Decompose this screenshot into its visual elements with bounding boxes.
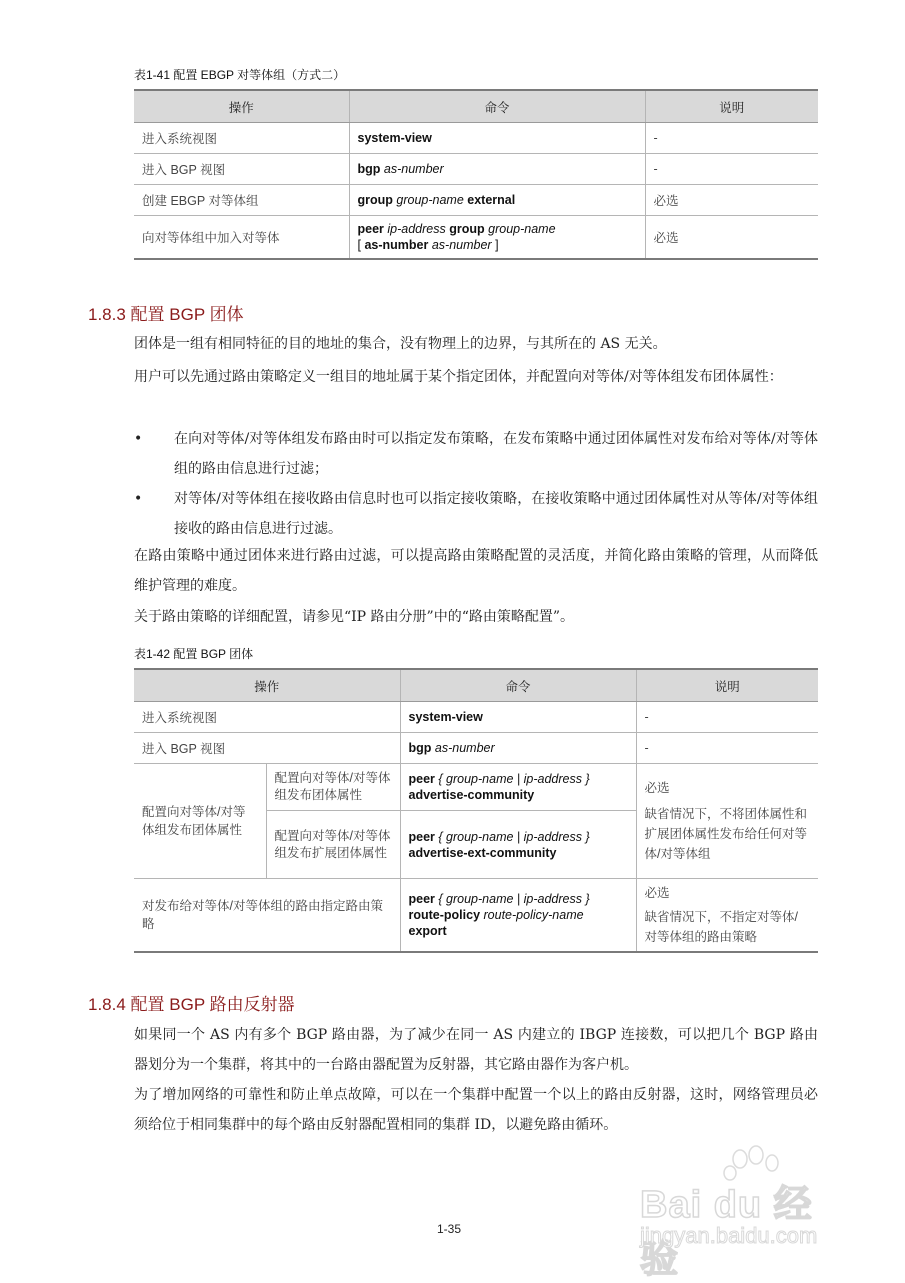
bullet-text: 在向对等体/对等体组发布路由时可以指定发布策略，在发布策略中通过团体属性对发布给对等体/对等体组的路由信息进行过滤； <box>174 431 818 477</box>
op-cell: 创建 EBGP 对等体组 <box>134 185 349 216</box>
table-row <box>134 702 818 733</box>
page-number: 1-35 <box>437 1222 462 1236</box>
table-row <box>134 123 818 154</box>
cmd-keyword: bgp <box>408 741 435 755</box>
note-default: 缺省情况下，不将团体属性和扩展团体属性发布给任何对等体/对等体组 <box>644 807 808 861</box>
cmd-param: ip-address <box>387 221 450 236</box>
cmd-keyword: advertise-ext-community <box>408 845 557 860</box>
cmd-keyword: group <box>449 221 489 236</box>
table-caption-1-41: 表1-41 配置 EBGP 对等体组（方式二） <box>134 68 346 82</box>
header-operation: 操作 <box>134 90 349 123</box>
cmd-cell <box>400 811 636 879</box>
paragraph: 如果同一个 AS 内有多个 BGP 路由器，为了减少在同一 AS 内建立的 IBGP 连接数，可以把几个 BGP 路由器划分为一个集群，将其中的一台路由器配置为反射器，其它路由器作为客户机。 <box>134 1027 818 1073</box>
note-cell: 必选 <box>645 216 818 259</box>
cmd-keyword: external <box>467 193 516 207</box>
cmd-param: { group-name | ip-address } <box>434 892 590 906</box>
cmd-keyword: peer <box>408 892 435 906</box>
note-cell: 必选 <box>645 185 818 216</box>
cmd-keyword: group <box>357 193 397 207</box>
op-cell: 配置向对等体/对等体组发布团体属性 <box>134 764 266 879</box>
op-cell: 进入 BGP 视图 <box>134 154 349 185</box>
cmd-keyword: as-number <box>364 237 432 252</box>
bullet-text: 对等体/对等体组在接收路由信息时也可以指定接收策略，在接收策略中通过团体属性对从等体/对等体组接收的路由信息进行过滤。 <box>174 491 818 537</box>
header-command: 命令 <box>400 669 636 702</box>
bullet-item <box>134 484 818 544</box>
sub-op-cell: 配置向对等体/对等体组发布团体属性 <box>266 764 400 811</box>
cmd-cell <box>400 733 636 764</box>
sub-op-cell: 配置向对等体/对等体组发布扩展团体属性 <box>266 811 400 879</box>
op-cell: 进入系统视图 <box>134 123 349 154</box>
note-required: 必选 <box>644 781 670 795</box>
cmd-param: as-number <box>431 237 492 252</box>
cmd-cell <box>349 154 645 185</box>
note-default: 缺省情况下，不指定对等体/对等体组的路由策略 <box>644 910 798 944</box>
cmd-keyword: advertise-community <box>408 788 535 802</box>
header-operation: 操作 <box>134 669 400 702</box>
table-header-row <box>134 90 818 123</box>
cmd-param: as-number <box>383 162 444 176</box>
paragraph: 用户可以先通过路由策略定义一组目的地址属于某个指定团体，并配置向对等体/对等体组发布团体属性： <box>134 369 783 385</box>
table-row <box>134 733 818 764</box>
bullet-item <box>134 424 818 484</box>
cmd-param: as-number <box>434 741 495 755</box>
table-row <box>134 185 818 216</box>
cmd-param: { group-name | ip-address } <box>434 829 590 844</box>
cmd-cell <box>349 185 645 216</box>
header-description: 说明 <box>636 669 818 702</box>
bgp-community-table <box>134 668 818 953</box>
header-description: 说明 <box>645 90 818 123</box>
cmd-cell <box>400 879 636 953</box>
table-row <box>134 879 818 953</box>
table-row <box>134 216 818 259</box>
note-cell: - <box>645 154 818 185</box>
table-row <box>134 154 818 185</box>
cmd-keyword: route-policy <box>408 908 481 922</box>
cmd-bracket: [ <box>357 237 365 252</box>
bullet-icon: • <box>134 431 143 447</box>
note-cell <box>636 764 818 879</box>
cmd-cell <box>349 123 645 154</box>
cmd-cell <box>400 702 636 733</box>
cmd-bracket: ] <box>491 237 499 252</box>
cmd-keyword: bgp <box>357 162 384 176</box>
cmd-param: { group-name | ip-address } <box>434 772 590 786</box>
op-cell: 进入系统视图 <box>134 702 400 733</box>
note-cell: - <box>645 123 818 154</box>
cmd-keyword: system-view <box>408 710 483 724</box>
op-cell: 进入 BGP 视图 <box>134 733 400 764</box>
note-cell: - <box>636 702 818 733</box>
cmd-param: group-name <box>488 221 556 236</box>
section-heading-1-8-4: 1.8.4 配置 BGP 路由反射器 <box>88 995 295 1014</box>
watermark-logo: Bai du 经验 <box>640 1184 813 1281</box>
cmd-param: group-name <box>396 193 468 207</box>
note-cell <box>636 879 818 953</box>
watermark-url: jingyan.baidu.com <box>640 1223 818 1248</box>
cmd-keyword: peer <box>357 221 388 236</box>
op-cell: 对发布给对等体/对等体组的路由指定路由策略 <box>134 879 400 953</box>
paragraph: 在路由策略中通过团体来进行路由过滤，可以提高路由策略配置的灵活度，并简化路由策略的管理，从而降低维护管理的难度。 <box>134 548 818 594</box>
baidu-watermark <box>640 1145 850 1281</box>
paragraph: 团体是一组有相同特征的目的地址的集合，没有物理上的边界，与其所在的 AS 无关。 <box>134 336 667 352</box>
note-required: 必选 <box>644 886 670 900</box>
table-caption-1-42: 表1-42 配置 BGP 团体 <box>134 647 254 661</box>
cmd-param: route-policy-name <box>480 908 584 922</box>
cmd-keyword: export <box>408 924 447 938</box>
note-cell: - <box>636 733 818 764</box>
cmd-keyword: peer <box>408 772 435 786</box>
cmd-keyword: peer <box>408 829 435 844</box>
cmd-keyword: system-view <box>357 131 432 145</box>
bullet-icon: • <box>134 491 143 507</box>
section-heading-1-8-3: 1.8.3 配置 BGP 团体 <box>88 305 244 324</box>
table-row <box>134 764 818 811</box>
paragraph: 关于路由策略的详细配置，请参见“IP 路由分册”中的“路由策略配置”。 <box>134 609 575 625</box>
cmd-cell <box>349 216 645 259</box>
op-cell: 向对等体组中加入对等体 <box>134 216 349 259</box>
table-header-row <box>134 669 818 702</box>
ebgp-peer-group-table <box>134 89 818 260</box>
header-command: 命令 <box>349 90 645 123</box>
cmd-cell <box>400 764 636 811</box>
paragraph: 为了增加网络的可靠性和防止单点故障，可以在一个集群中配置一个以上的路由反射器，这时，网络管理员必须给位于相同集群中的每个路由反射器配置相同的集群 ID，以避免路由循环。 <box>134 1087 818 1133</box>
